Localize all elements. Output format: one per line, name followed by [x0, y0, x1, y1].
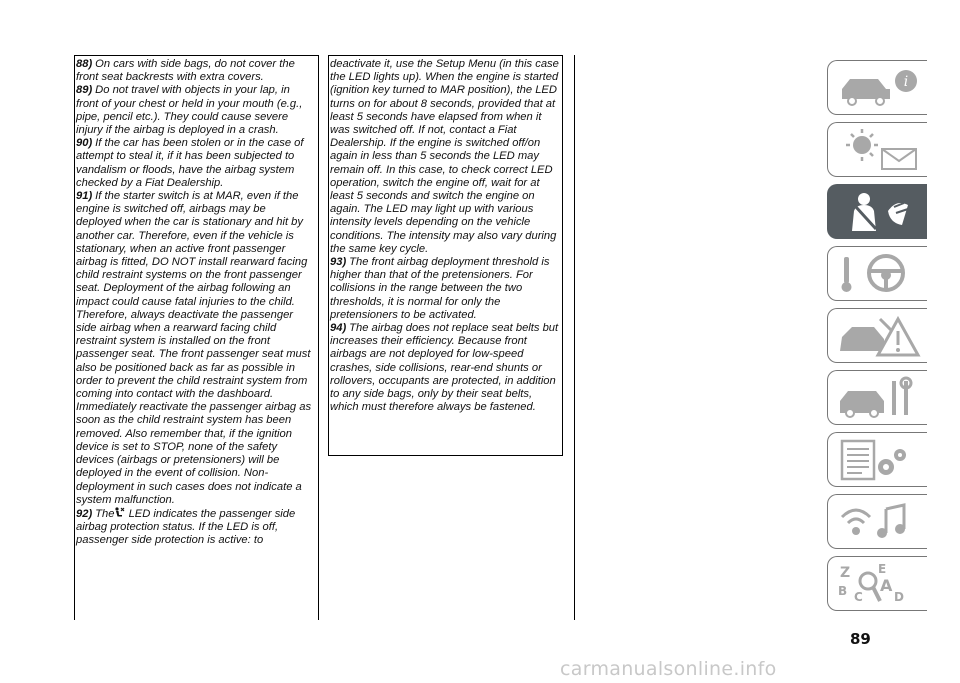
- seatbelt-airbag-icon: [834, 189, 924, 235]
- svg-text:Z: Z: [840, 565, 851, 581]
- tab-starting-driving[interactable]: [827, 246, 927, 301]
- multimedia-icon: [834, 499, 924, 545]
- svg-text:E: E: [878, 562, 887, 576]
- warning-91: 91) If the starter switch is at MAR, even if the engine is switched off, airbags may be deployed when the car is stationary and hit by another car. Therefore, even if the vehicle is stationary, when an active front passenger airbag is fitted, DO NOT install rearward facing child restraint systems on the front passenger seat. Deployment of the airbag following an impact could cause fatal injuries to the child. Therefore, always deactivate the passenger side airbag when a rearward facing child restraint system is installed on the front passenger seat. The front passenger seat must also be positioned back as far as possible in order to prevent the child restraint system from coming into contact with the dashboard. Immediately reactivate the passenger airbag as soon as the child restraint system has been removed. Also remember that, if the ignition device is set to STOP, none of the safety devices (airbags or pretensioners) will be deployed in the event of collision. Non-deployment in such cases does not indicate a system malfunction.: [76, 190, 312, 506]
- column2-bottom-rule: [328, 455, 563, 456]
- index-icon: [834, 561, 924, 607]
- tab-multimedia[interactable]: [827, 494, 927, 549]
- column1-right-rule: [318, 55, 319, 620]
- warning-89: 89) Do not travel with objects in your lap, in front of your chest or held in your mouth (e.g., pipe, pencil etc.). They could cause severe injury if the airbag is deployed in a crash.: [76, 84, 303, 137]
- passenger-airbag-off-icon: [114, 507, 125, 518]
- column2-left-rule: [328, 55, 329, 455]
- warning-93: 93) The front airbag deployment threshold is higher than that of the pretensioners. For collisions in the range between the two thresholds, it is normal for only the pretensioners to be activated.: [330, 256, 550, 321]
- column1-top-rule: [74, 55, 318, 56]
- watermark: carmanualsonline.info: [560, 658, 777, 680]
- warning-94: 94) The airbag does not replace seat belts but increases their efficiency. Because front airbags are not deployed for low-speed crashes, side collisions, rear-end shunts or rollovers, occupants are protected, in addition to any side bags, only by their seat belts, which must therefore always be fastened.: [330, 322, 559, 414]
- svg-text:C: C: [854, 590, 863, 604]
- column2-right-rule: [562, 55, 563, 455]
- tab-safety[interactable]: [827, 184, 927, 239]
- svg-text:A: A: [880, 576, 893, 595]
- svg-text:B: B: [838, 584, 848, 598]
- warning-90: 90) If the car has been stolen or in the case of attempt to steal it, if it has been subjected to vandalism or floods, have the airbag system checked by a Fiat Dealership.: [76, 137, 304, 189]
- warning-92-continued: deactivate it, use the Setup Menu (in this case the LED lights up). When the engine is started (ignition key turned to MAR position), the LED turns on for about 8 seconds, provided that at least 5 seconds have elapsed from when it was switched off. If not, contact a Fiat Dealership. If the engine is switched off/on again in less than 5 seconds the LED may remain off. In this case, to check correct LED operation, switch the engine off, wait for at least 5 seconds and switch the engine on again. The LED may light up with various intensity levels depending on the vehicle conditions. The intensity may also vary during the same key cycle.: [330, 58, 559, 255]
- specifications-icon: [834, 437, 924, 483]
- tab-maintenance[interactable]: [827, 370, 927, 425]
- warning-88: 88) On cars with side bags, do not cover the front seat backrests with extra covers.: [76, 58, 295, 84]
- warning-lights-icon: [834, 127, 924, 173]
- key-steering-wheel-icon: [834, 251, 924, 297]
- column3-divider: [574, 55, 575, 620]
- car-service-icon: [834, 375, 924, 421]
- warnings-column-2: [330, 58, 562, 414]
- tab-warning-lights[interactable]: [827, 122, 927, 177]
- car-breakdown-icon: [834, 313, 924, 359]
- tab-technical-data[interactable]: [827, 432, 927, 487]
- car-info-icon: [834, 65, 924, 111]
- page-number: 89: [850, 630, 871, 648]
- column1-left-rule: [74, 55, 75, 620]
- warning-92: 92) The LED indicates the passenger side airbag protection status. If the LED is off, passenger side protection is active: to: [76, 507, 296, 547]
- column2-top-rule: [328, 55, 562, 56]
- svg-text:D: D: [894, 590, 904, 604]
- svg-text:i: i: [903, 74, 909, 90]
- tab-car-info[interactable]: [827, 60, 927, 115]
- tab-emergency[interactable]: [827, 308, 927, 363]
- tab-index[interactable]: [827, 556, 927, 611]
- warnings-column-1: [76, 58, 312, 548]
